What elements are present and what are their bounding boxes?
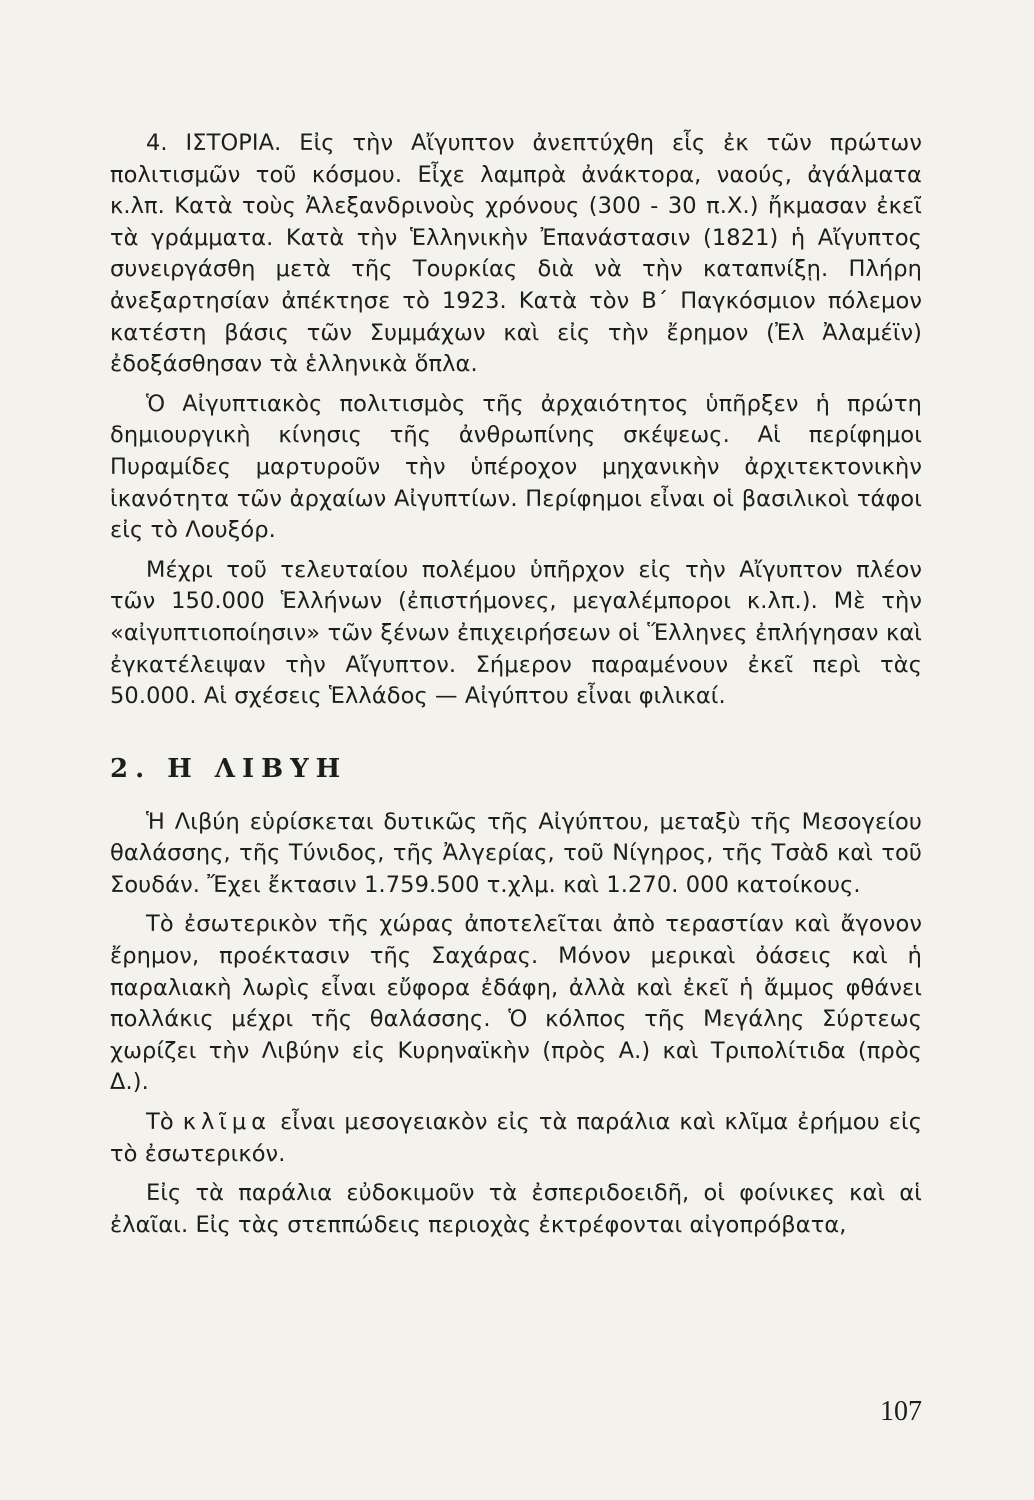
- libya-climate-paragraph: [110, 1107, 922, 1170]
- history-paragraph: 4. ΙΣΤΟΡΙΑ. Εἰς τὴν Αἴγυπτον ἀνεπτύχθη εἷς ἐκ τῶν πρώτων πολιτισμῶν τοῦ κόσμου. Εἶχε λαμπρὰ ἀνάκτορα, ναούς, ἀγάλματα κ.λπ. Κατὰ τοὺς Ἀλεξανδρινοὺς χρόνους (300 - 30 π.Χ.) ἤκμασαν ἐκεῖ τὰ γράμματα. Κατὰ τὴν Ἑλληνικὴν Ἐπανάστασιν (1821) ἡ Αἴγυπτος συνειργάσθη μετὰ τῆς Τουρκίας διὰ νὰ τὴν καταπνίξῃ. Πλήρη ἀνεξαρτησίαν ἀπέκτησε τὸ 1923. Κατὰ τὸν Β΄ Παγκόσμιον πόλεμον κατέστη βάσις τῶν Συμμάχων καὶ εἰς τὴν ἔρημον (Ἐλ Ἀλαμέϊν) ἐδοξάσθησαν τὰ ἑλληνικὰ ὅπλα.: [110, 130, 922, 378]
- page-body: [110, 128, 922, 1241]
- climate-prefix: Τὸ: [146, 1109, 183, 1136]
- libya-interior-paragraph: Τὸ ἐσωτερικὸν τῆς χώρας ἀποτελεῖται ἀπὸ τεραστίαν καὶ ἄγονον ἔρημον, προέκτασιν τῆς Σαχάρας. Μόνον μερικαὶ ὀάσεις καὶ ἡ παραλιακὴ λωρὶς εἶναι εὔφορα ἐδάφη, ἀλλὰ καὶ ἐκεῖ ἡ ἄμμος φθάνει πολλάκις μέχρι τῆς θαλάσσης. Ὁ κόλπος τῆς Μεγάλης Σύρτεως χωρίζει τὴν Λιβύην εἰς Κυρηναϊκὴν (πρὸς Α.) καὶ Τριπολίτιδα (πρὸς Δ.).: [110, 911, 922, 1096]
- section-title-libya: 2. Η ΛΙΒΥΗ: [110, 753, 348, 784]
- libya-location-paragraph: Ἡ Λιβύη εὑρίσκεται δυτικῶς τῆς Αἰγύπτου, μεταξὺ τῆς Μεσογείου θαλάσσης, τῆς Τύνιδος, τῆς Ἀλγερίας, τοῦ Νίγηρος, τῆς Τσὰδ καὶ τοῦ Σουδάν. Ἔχει ἔκτασιν 1.759.500 τ.χλμ. καὶ 1.270. 000 κατοίκους.: [110, 808, 922, 898]
- page-number: 107: [880, 1396, 922, 1427]
- climate-suffix: εἶναι μεσογειακὸν εἰς τὰ παράλια καὶ κλῖμα ἐρήμου εἰς τὸ ἐσωτερικόν.: [110, 1109, 922, 1167]
- egyptian-civilization-paragraph: Ὁ Αἰγυπτιακὸς πολιτισμὸς τῆς ἀρχαιότητος ὑπῆρξεν ἡ πρώτη δημιουργικὴ κίνησις τῆς ἀνθρωπίνης σκέψεως. Αἱ περίφημοι Πυραμίδες μαρτυροῦν τὴν ὑπέροχον μηχανικὴν ἀρχιτεκτονικὴν ἱκανότητα τῶν ἀρχαίων Αἰγυπτίων. Περίφημοι εἶναι οἱ βασιλικοὶ τάφοι εἰς τὸ Λουξόρ.: [110, 390, 922, 544]
- libya-produce-paragraph: Εἰς τὰ παράλια εὐδοκιμοῦν τὰ ἐσπεριδοειδῆ, οἱ φοίνικες καὶ αἱ ἐλαῖαι. Εἰς τὰς στεππώδεις περιοχὰς ἐκτρέφονται αἰγοπρόβατα,: [110, 1180, 922, 1238]
- climate-spaced-word: κλῖμα: [182, 1109, 272, 1136]
- greeks-in-egypt-paragraph: Μέχρι τοῦ τελευταίου πολέμου ὑπῆρχον εἰς τὴν Αἴγυπτον πλέον τῶν 150.000 Ἑλλήνων (ἐπιστήμονες, μεγαλέμποροι κ.λπ.). Μὲ τὴν «αἰγυπτιοποίησιν» τῶν ξένων ἐπιχειρήσεων οἱ Ἕλληνες ἐπλήγησαν καὶ ἐγκατέλειψαν τὴν Αἴγυπτον. Σήμερον παραμένουν ἐκεῖ περὶ τὰς 50.000. Αἱ σχέσεις Ἑλλάδος — Αἰγύπτου εἶναι φιλικαί.: [110, 556, 922, 710]
